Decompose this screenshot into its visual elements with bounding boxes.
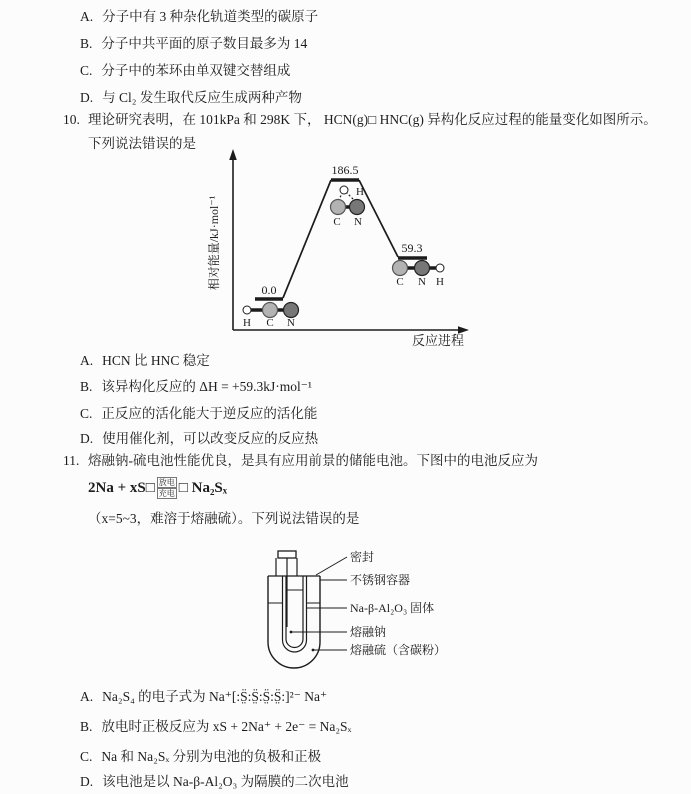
molten-sulfur-label: 熔融硫（含碳粉）	[350, 643, 447, 657]
seal-leader-line	[316, 557, 347, 575]
option-letter: A.	[80, 353, 94, 368]
x-axis-label: 反应进程	[411, 333, 465, 348]
option-letter: B.	[80, 719, 93, 734]
option-letter: D.	[80, 90, 94, 105]
product-energy-value: 59.3	[401, 241, 423, 255]
option-text: 使用催化剂，可以改变反应的反应热	[102, 431, 319, 446]
hydrogen-atom-icon	[243, 306, 251, 314]
equation-lhs: 2Na + xS□	[88, 480, 155, 497]
terminal-cap	[278, 551, 296, 558]
hydrogen-atom-icon	[340, 186, 348, 194]
equation-rhs: □ Na₂Sₓ	[178, 480, 228, 497]
q10-stem-line2	[88, 135, 196, 153]
option-letter: C.	[80, 749, 93, 764]
cell-reaction-equation	[88, 477, 227, 499]
q10-option-a	[80, 352, 210, 370]
q11-stem-line2	[88, 510, 359, 528]
q11-option-a	[80, 688, 327, 706]
molten-sodium-label: 熔融钠	[350, 625, 387, 639]
atom-label: N	[354, 216, 362, 228]
carbon-atom-icon	[263, 303, 278, 318]
option-text: Na 和 Na₂Sₓ 分别为电池的负极和正极	[101, 749, 322, 764]
option-letter: D.	[80, 431, 94, 446]
seal-label: 密封	[350, 550, 375, 564]
battery-diagram	[253, 538, 523, 683]
atom-label: N	[418, 276, 426, 288]
beta-alumina-label: Na-β-Al₂O₃ 固体	[350, 601, 435, 615]
charge-label: 充电	[158, 489, 175, 499]
carbon-atom-icon	[331, 200, 346, 215]
atom-label: H	[243, 317, 251, 329]
q9-option-d	[80, 89, 302, 107]
option-letter: D.	[80, 774, 94, 789]
q9-option-c	[80, 62, 290, 80]
q10-stem	[63, 111, 657, 129]
option-letter: C.	[80, 63, 93, 78]
atom-label: N	[287, 317, 295, 329]
atom-label: C	[396, 276, 404, 288]
energy-path-up	[283, 180, 331, 298]
question-number: 11.	[63, 453, 80, 468]
x-axis	[233, 326, 469, 348]
stem-text: 下列说法错误的是	[88, 136, 196, 151]
charge-discharge-condition	[157, 477, 177, 499]
q11-option-d	[80, 773, 349, 791]
energy-path-down	[359, 180, 398, 257]
question-number: 10.	[63, 112, 80, 127]
option-letter: C.	[80, 406, 93, 421]
y-axis-label: 相对能量/kJ·mol⁻¹	[207, 195, 221, 291]
transition-state-energy-value: 186.5	[331, 163, 359, 177]
hydrogen-atom-icon	[436, 264, 444, 272]
nitrogen-atom-icon	[284, 303, 299, 318]
q9-option-b	[80, 35, 307, 53]
discharge-label: 放电	[158, 478, 175, 487]
q10-option-b	[80, 378, 312, 396]
q11-option-b	[80, 718, 351, 736]
hnc-molecule	[393, 261, 445, 289]
q11-stem	[63, 452, 538, 470]
alumina-tube-inner-wall	[286, 576, 303, 647]
option-text: Na₂S₄ 的电子式为 Na⁺[:S̤̈:S̤̈:S̤̈:S̤̈:]²⁻ Na⁺	[102, 689, 328, 704]
carbon-atom-icon	[393, 261, 408, 276]
sodium-leader-dot	[290, 631, 293, 634]
option-text: 正反应的活化能大于逆反应的活化能	[101, 406, 318, 421]
q10-option-c	[80, 405, 317, 423]
option-text: 分子中的苯环由单双键交替组成	[101, 63, 291, 78]
option-letter: B.	[80, 379, 93, 394]
nitrogen-atom-icon	[350, 200, 365, 215]
q10-option-d	[80, 430, 318, 448]
atom-label: C	[333, 216, 341, 228]
option-letter: A.	[80, 689, 94, 704]
option-letter: A.	[80, 9, 94, 24]
option-letter: B.	[80, 36, 93, 51]
q9-option-a	[80, 8, 318, 26]
hcn-molecule	[243, 303, 299, 330]
option-text: 该电池是以 Na-β-Al₂O₃ 为隔膜的二次电池	[102, 774, 349, 789]
option-text: HCN 比 HNC 稳定	[102, 353, 210, 368]
option-text: 分子中有 3 种杂化轨道类型的碳原子	[102, 9, 319, 24]
energy-diagram	[193, 148, 493, 348]
option-text: 分子中共平面的原子数目最多为 14	[101, 36, 308, 51]
sulfur-leader-dot	[312, 649, 315, 652]
stem-text: 熔融钠-硫电池性能优良，是具有应用前景的储能电池。下图中的电池反应为	[88, 453, 538, 468]
option-text: 与 Cl₂ 发生取代反应生成两种产物	[102, 90, 302, 105]
nitrogen-atom-icon	[415, 261, 430, 276]
atom-label: C	[266, 317, 274, 329]
transition-state-molecule	[331, 186, 365, 228]
option-text: 放电时正极反应为 xS + 2Na⁺ + 2e⁻ = Na₂Sₓ	[101, 719, 352, 734]
y-axis	[206, 149, 237, 330]
q11-option-c	[80, 748, 321, 766]
y-axis-arrow-icon	[229, 149, 237, 160]
stem-text: 理论研究表明，在 101kPa 和 298K 下， HCN(g)□ HNC(g) 异构化反应过程的能量变化如图所示。	[88, 112, 657, 127]
atom-label: H	[436, 276, 444, 288]
atom-label: H	[356, 186, 364, 198]
stainless-container-label: 不锈钢容器	[350, 573, 411, 587]
stem-text: （x=5~3，难溶于熔融硫）。下列说法错误的是	[88, 511, 360, 526]
reactant-energy-value: 0.0	[261, 283, 277, 297]
option-text: 该异构化反应的 ΔH = +59.3kJ·mol⁻¹	[101, 379, 312, 394]
